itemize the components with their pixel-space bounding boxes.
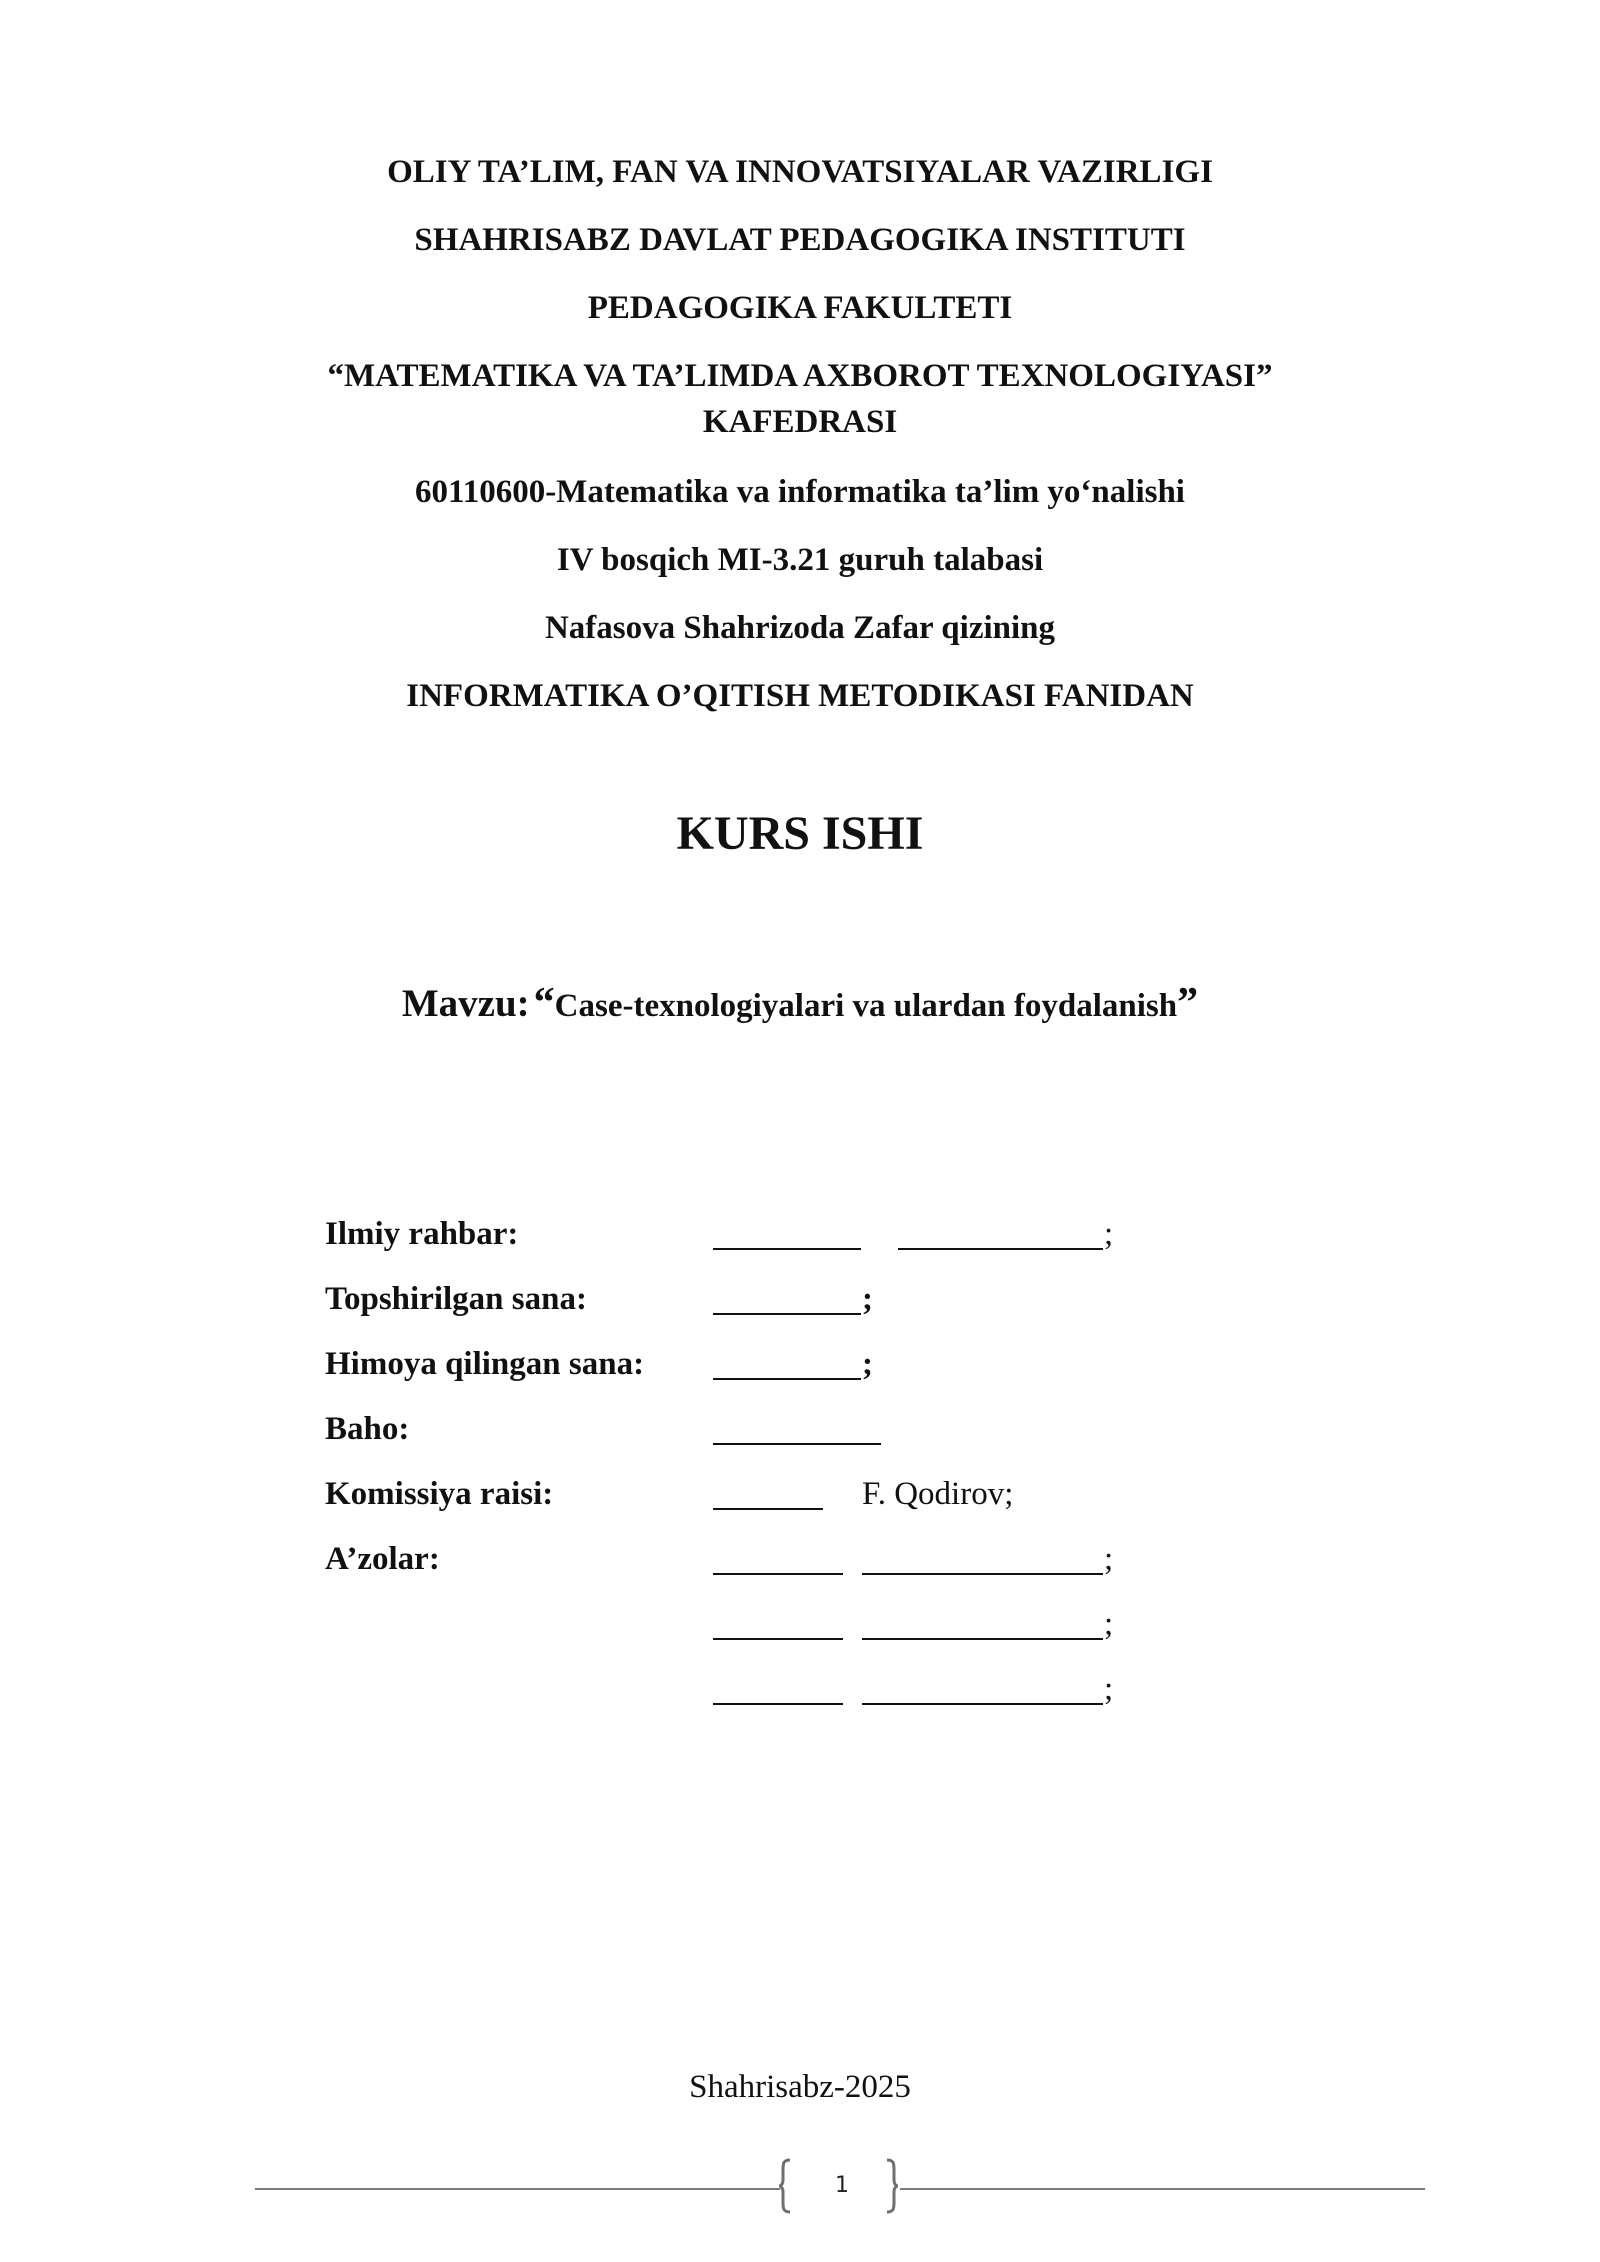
department-heading: “MATEMATIKA VA TA’LIMDA AXBOROT TEXNOLOGIYASI” bbox=[327, 358, 1273, 394]
member-semicolon: ; bbox=[1104, 1671, 1114, 1707]
department-heading-suffix: KAFEDRASI bbox=[702, 404, 898, 440]
defended-date-semicolon: ; bbox=[862, 1346, 873, 1382]
supervisor-name-blank bbox=[898, 1210, 1103, 1250]
direction-line: 60110600-Matematika va informatika ta’lim yo‘nalishi bbox=[415, 474, 1185, 510]
member-semicolon: ; bbox=[1104, 1606, 1114, 1642]
submitted-date-label: Topshirilgan sana: bbox=[325, 1281, 587, 1317]
defended-date-blank bbox=[713, 1340, 861, 1380]
commission-chair-row bbox=[0, 1470, 1600, 1518]
topic-line bbox=[0, 978, 1600, 1037]
institute-heading: SHAHRISABZ DAVLAT PEDAGOGIKA INSTITUTI bbox=[414, 222, 1186, 258]
supervisor-row bbox=[0, 1210, 1600, 1258]
topic-open-quote: “ bbox=[533, 980, 555, 1026]
commission-chair-label: Komissiya raisi: bbox=[325, 1476, 554, 1512]
member-semicolon: ; bbox=[1104, 1541, 1114, 1577]
grade-row bbox=[0, 1405, 1600, 1453]
city-year: Shahrisabz-2025 bbox=[689, 2069, 911, 2105]
submitted-date-blank bbox=[713, 1275, 861, 1315]
left-brace-icon bbox=[778, 2158, 792, 2214]
group-line: IV bosqich MI-3.21 guruh talabasi bbox=[556, 542, 1044, 578]
members-label: A’zolar: bbox=[325, 1541, 440, 1577]
defended-date-label: Himoya qilingan sana: bbox=[325, 1346, 645, 1382]
faculty-heading: PEDAGOGIKA FAKULTETI bbox=[587, 290, 1013, 326]
page-number: 1 bbox=[835, 2173, 849, 2198]
right-brace-icon bbox=[885, 2158, 899, 2214]
supervisor-label: Ilmiy rahbar: bbox=[325, 1216, 519, 1252]
footer-rule-right bbox=[900, 2188, 1425, 2190]
supervisor-semicolon: ; bbox=[1104, 1216, 1114, 1252]
ministry-heading: OLIY TA’LIM, FAN VA INNOVATSIYALAR VAZIRLIGI bbox=[387, 154, 1213, 190]
topic-close-quote: ” bbox=[1177, 980, 1199, 1026]
member-name-blank bbox=[862, 1665, 1103, 1705]
members-row bbox=[0, 1665, 1600, 1713]
submitted-date-semicolon: ; bbox=[862, 1281, 873, 1317]
subject-line: INFORMATIKA O’QITISH METODIKASI FANIDAN bbox=[406, 678, 1194, 714]
members-row bbox=[0, 1600, 1600, 1648]
topic-label: Mavzu: bbox=[401, 982, 530, 1025]
member-signature-blank bbox=[713, 1600, 843, 1640]
grade-label: Baho: bbox=[325, 1411, 410, 1447]
footer-rule-left bbox=[255, 2188, 780, 2190]
commission-chair-signature-blank bbox=[713, 1470, 823, 1510]
submitted-date-row bbox=[0, 1275, 1600, 1323]
member-signature-blank bbox=[713, 1535, 843, 1575]
members-row bbox=[0, 1535, 1600, 1583]
member-name-blank bbox=[862, 1535, 1103, 1575]
member-signature-blank bbox=[713, 1665, 843, 1705]
document-title: KURS ISHI bbox=[676, 807, 924, 860]
grade-blank bbox=[713, 1405, 881, 1445]
member-name-blank bbox=[862, 1600, 1103, 1640]
supervisor-signature-blank bbox=[713, 1210, 861, 1250]
defended-date-row bbox=[0, 1340, 1600, 1388]
student-name-line: Nafasova Shahrizoda Zafar qizining bbox=[544, 610, 1056, 646]
commission-chair-name: F. Qodirov; bbox=[862, 1476, 1014, 1512]
topic-text: Case-texnologiyalari va ulardan foydalanish bbox=[554, 988, 1178, 1024]
